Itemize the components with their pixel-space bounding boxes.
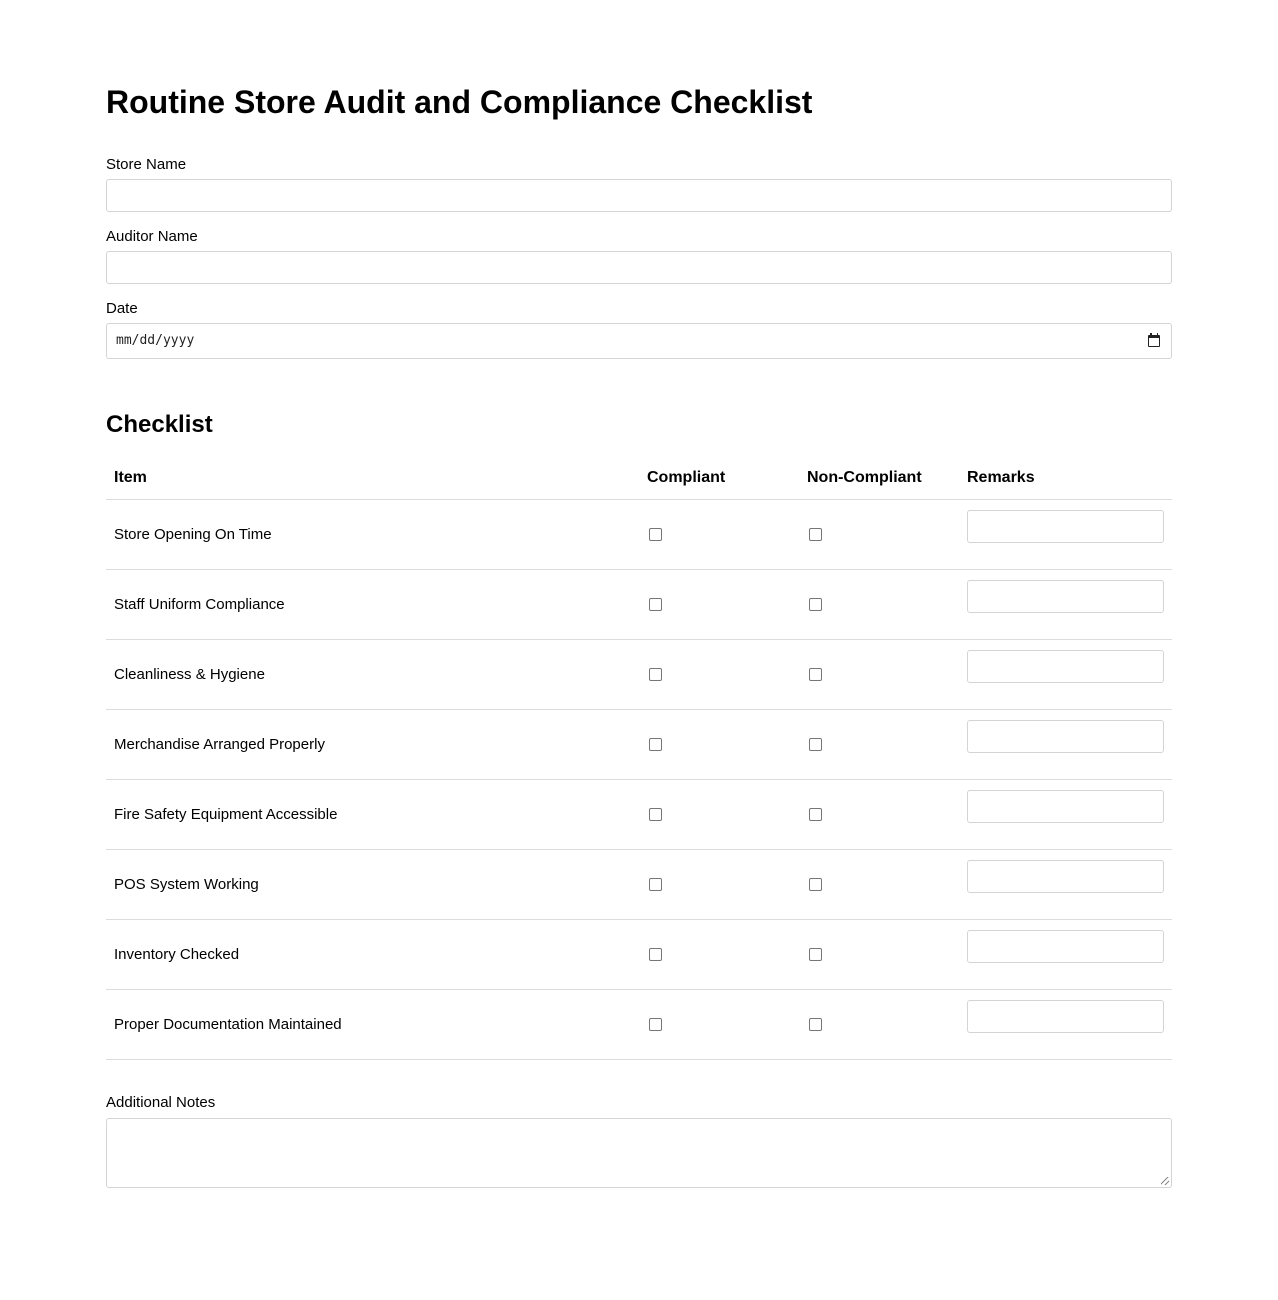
non-compliant-checkbox[interactable] (809, 598, 822, 611)
column-header-compliant: Compliant (639, 458, 799, 499)
non-compliant-checkbox[interactable] (809, 1018, 822, 1031)
remarks-input[interactable] (967, 580, 1164, 613)
calendar-icon[interactable] (1148, 335, 1160, 347)
auditor-name-input[interactable] (106, 251, 1172, 284)
additional-notes-field (106, 1094, 1172, 1188)
non-compliant-checkbox[interactable] (809, 528, 822, 541)
non-compliant-checkbox[interactable] (809, 808, 822, 821)
remarks-input[interactable] (967, 930, 1164, 963)
checklist-table (106, 458, 1172, 1060)
remarks-input[interactable] (967, 860, 1164, 893)
page-title: Routine Store Audit and Compliance Checklist (106, 84, 813, 120)
compliant-checkbox[interactable] (649, 528, 662, 541)
remarks-input[interactable] (967, 790, 1164, 823)
table-row (106, 779, 1172, 849)
table-row (106, 639, 1172, 709)
non-compliant-checkbox[interactable] (809, 878, 822, 891)
auditor-name-field (106, 228, 1172, 284)
date-input[interactable] (106, 323, 1172, 359)
date-placeholder: mm/dd/yyyy (116, 333, 195, 348)
item-label: Proper Documentation Maintained (106, 989, 639, 1059)
item-label: Store Opening On Time (106, 499, 639, 569)
compliant-checkbox[interactable] (649, 668, 662, 681)
column-header-remarks: Remarks (959, 458, 1172, 499)
non-compliant-checkbox[interactable] (809, 948, 822, 961)
store-name-field (106, 156, 1172, 212)
table-header-row (106, 458, 1172, 499)
compliant-checkbox[interactable] (649, 808, 662, 821)
date-label: Date (106, 300, 138, 317)
store-name-label: Store Name (106, 156, 187, 173)
table-row (106, 569, 1172, 639)
non-compliant-checkbox[interactable] (809, 668, 822, 681)
additional-notes-label: Additional Notes (106, 1094, 216, 1111)
compliant-checkbox[interactable] (649, 948, 662, 961)
compliant-checkbox[interactable] (649, 1018, 662, 1031)
table-row (106, 919, 1172, 989)
non-compliant-checkbox[interactable] (809, 738, 822, 751)
date-field (106, 300, 1172, 359)
item-label: Cleanliness & Hygiene (106, 639, 639, 709)
compliant-checkbox[interactable] (649, 598, 662, 611)
item-label: Staff Uniform Compliance (106, 569, 639, 639)
column-header-non-compliant: Non-Compliant (799, 458, 959, 499)
checklist-heading: Checklist (106, 411, 213, 438)
table-row (106, 499, 1172, 569)
remarks-input[interactable] (967, 1000, 1164, 1033)
item-label: Merchandise Arranged Properly (106, 709, 639, 779)
table-row (106, 989, 1172, 1059)
resize-handle-icon[interactable] (1161, 1177, 1169, 1185)
remarks-input[interactable] (967, 720, 1164, 753)
item-label: POS System Working (106, 849, 639, 919)
compliant-checkbox[interactable] (649, 878, 662, 891)
remarks-input[interactable] (967, 650, 1164, 683)
auditor-name-label: Auditor Name (106, 228, 198, 245)
item-label: Fire Safety Equipment Accessible (106, 779, 639, 849)
additional-notes-textarea[interactable] (106, 1118, 1172, 1188)
item-label: Inventory Checked (106, 919, 639, 989)
remarks-input[interactable] (967, 510, 1164, 543)
table-row (106, 849, 1172, 919)
table-row (106, 709, 1172, 779)
store-name-input[interactable] (106, 179, 1172, 212)
compliant-checkbox[interactable] (649, 738, 662, 751)
column-header-item: Item (106, 458, 639, 499)
